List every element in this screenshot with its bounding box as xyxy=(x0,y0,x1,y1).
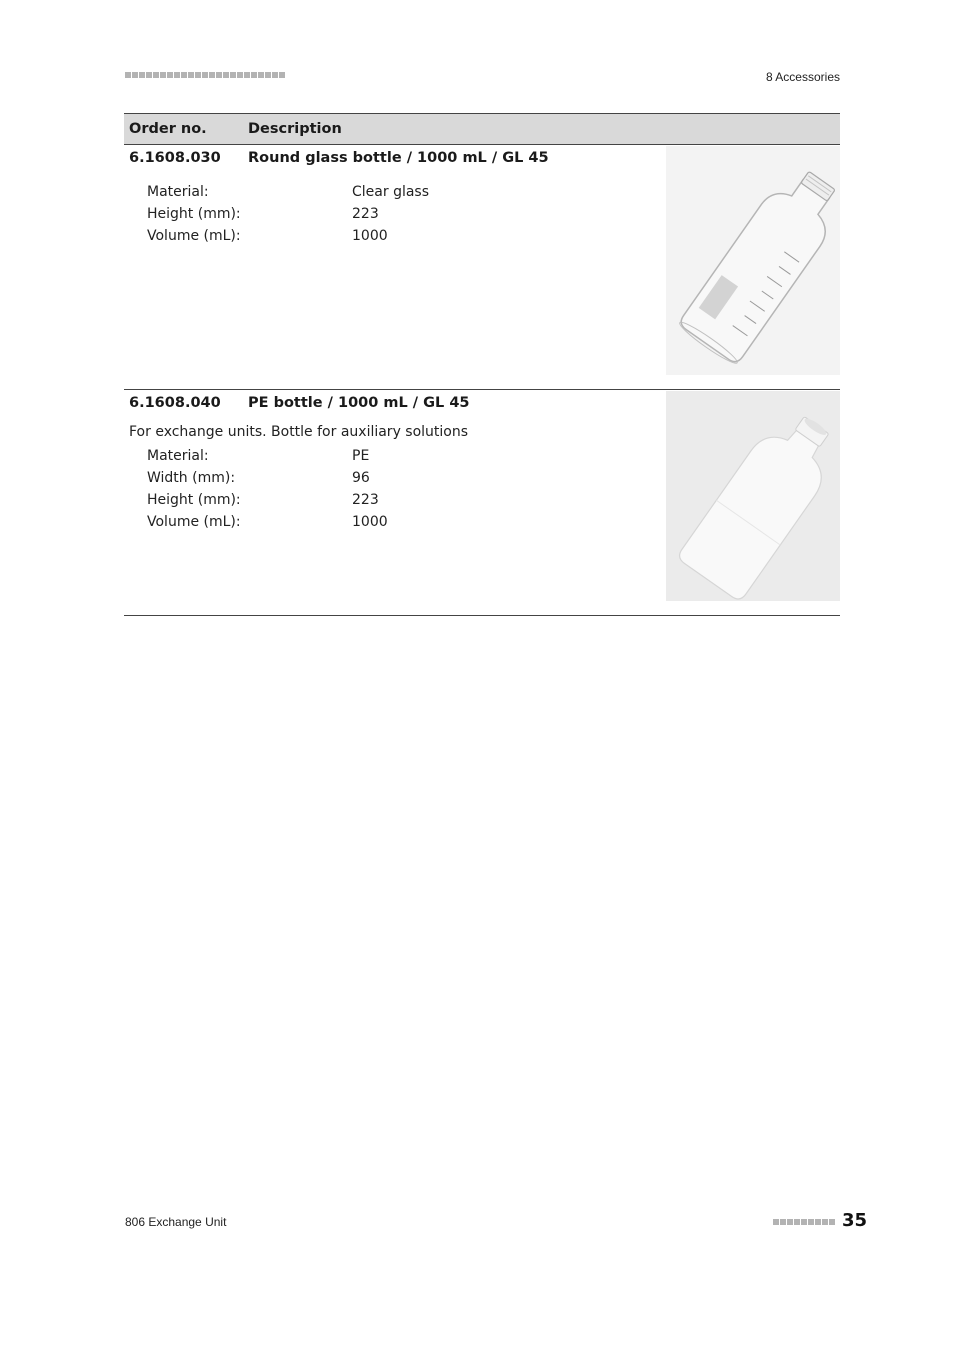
glass-bottle-image xyxy=(666,146,840,375)
property-row xyxy=(147,467,388,489)
property-key: Height (mm): xyxy=(147,492,241,508)
property-row xyxy=(147,203,429,225)
column-header-order-no: Order no. xyxy=(129,121,207,137)
table-row xyxy=(124,145,840,390)
header-section-title: 8 Accessories xyxy=(765,70,840,84)
order-number: 6.1608.030 xyxy=(129,150,221,166)
property-value: Clear glass xyxy=(352,184,430,200)
property-value: PE xyxy=(352,448,370,464)
table-row xyxy=(124,390,840,616)
order-number: 6.1608.040 xyxy=(129,395,221,411)
item-description: PE bottle / 1000 mL / GL 45 xyxy=(248,395,470,411)
property-value: 223 xyxy=(352,492,379,508)
property-value: 1000 xyxy=(352,514,388,530)
item-description: Round glass bottle / 1000 mL / GL 45 xyxy=(248,150,549,166)
property-value: 223 xyxy=(352,206,379,222)
property-row xyxy=(147,445,388,467)
footer-decoration xyxy=(773,1219,835,1225)
pe-bottle-image xyxy=(666,391,840,601)
property-key: Height (mm): xyxy=(147,206,241,222)
property-row xyxy=(147,225,429,247)
property-key: Volume (mL): xyxy=(147,228,241,244)
row-title xyxy=(124,150,549,166)
property-list xyxy=(147,181,429,247)
property-list xyxy=(147,445,388,533)
property-key: Material: xyxy=(147,184,209,200)
table-header xyxy=(124,113,840,145)
property-key: Width (mm): xyxy=(147,470,236,486)
property-key: Volume (mL): xyxy=(147,514,241,530)
accessories-table xyxy=(124,113,840,616)
property-row xyxy=(147,511,388,533)
header-decoration xyxy=(125,72,285,78)
property-row xyxy=(147,489,388,511)
property-key: Material: xyxy=(147,448,209,464)
property-value: 1000 xyxy=(352,228,388,244)
property-row xyxy=(147,181,429,203)
row-title xyxy=(124,395,470,411)
item-note: For exchange units. Bottle for auxiliary solutions xyxy=(129,424,469,440)
property-value: 96 xyxy=(352,470,370,486)
page-number: 35 xyxy=(841,1210,867,1231)
footer-document-title: 806 Exchange Unit xyxy=(125,1215,227,1229)
column-header-description: Description xyxy=(248,121,342,137)
